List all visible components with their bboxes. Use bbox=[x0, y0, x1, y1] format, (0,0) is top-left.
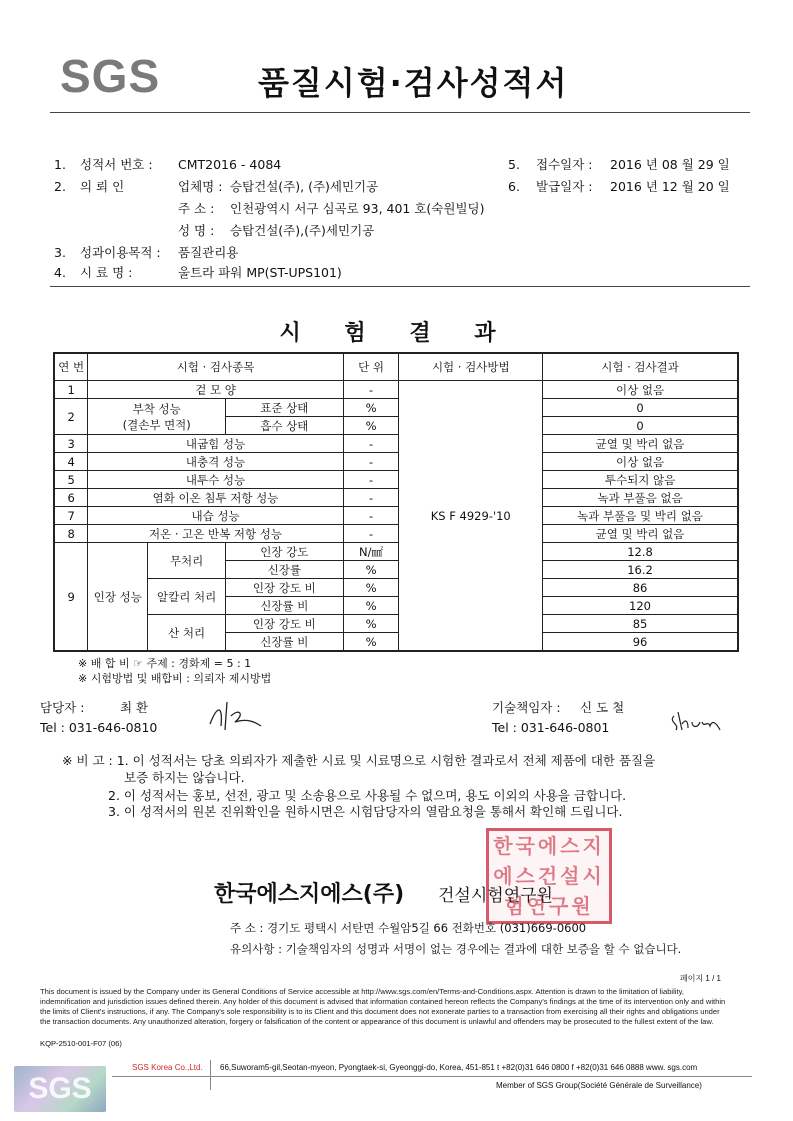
document-title: 품질시험·검사성적서 bbox=[258, 64, 569, 102]
table-row bbox=[54, 507, 738, 525]
footer-member: Member of SGS Group(Société Générale de Surveillance) bbox=[496, 1081, 702, 1090]
row-item: 겉 모 양 bbox=[88, 381, 343, 399]
row-no: 7 bbox=[54, 507, 88, 525]
header-result: 시험 · 검사결과 bbox=[543, 353, 738, 381]
row-unit: N/㎟ bbox=[343, 543, 399, 561]
row-item: 염화 이온 침투 저항 성능 bbox=[88, 489, 343, 507]
page-number: 페이지 1 / 1 bbox=[680, 974, 721, 983]
remark-1-cont: 보증 하지는 않습니다. bbox=[124, 770, 245, 785]
row-no: 5 bbox=[54, 471, 88, 489]
table-row bbox=[54, 615, 738, 633]
row-no: 1 bbox=[54, 381, 88, 399]
info-label-sample: 시 료 명 : bbox=[80, 265, 133, 280]
row-result: 이상 없음 bbox=[543, 381, 738, 399]
logo-text: SGS bbox=[60, 50, 161, 102]
table-row bbox=[54, 489, 738, 507]
remark-2: 2. 이 성적서는 홍보, 선전, 광고 및 소송용으로 사용될 수 없으며, 용도 이외의 사용을 금합니다. bbox=[108, 788, 627, 803]
table-row bbox=[54, 579, 738, 597]
remark-1: ※ 비 고 : 1. 이 성적서는 당초 의뢰자가 제출한 시료 및 시료명으로 시험한 결과로서 전체 제품에 대한 품질을 bbox=[62, 753, 656, 768]
company-name: 한국에스지에스(주) bbox=[214, 882, 405, 907]
table-row bbox=[54, 435, 738, 453]
row-no: 8 bbox=[54, 525, 88, 543]
row-subitem: 인장 강도 비 bbox=[226, 615, 344, 633]
row-item: 인장 성능 bbox=[88, 543, 148, 652]
row-item-line2: (결손부 면적) bbox=[122, 417, 191, 432]
footer-company: SGS Korea Co.,Ltd. bbox=[132, 1063, 203, 1072]
row-unit: % bbox=[343, 615, 399, 633]
mix-ratio-note: ※ 배 합 비 ☞ 주제 : 경화제 = 5 : 1 bbox=[78, 657, 252, 670]
company-seal bbox=[486, 828, 612, 924]
info-rule bbox=[50, 286, 750, 287]
table-header-row bbox=[54, 353, 738, 381]
row-result: 86 bbox=[543, 579, 738, 597]
row-result: 녹과 부풀음 없음 bbox=[543, 489, 738, 507]
row-unit: - bbox=[343, 453, 399, 471]
info-num-5: 5. bbox=[508, 157, 520, 172]
legal-fine-print: This document is issued by the Company under its General Conditions of Service accessible at http://www.sgs.com/en/Terms-and-Conditions.aspx. Attention is drawn to the limitation of liability, indemnification and jurisdiction issues defined therein. Any holder of this document is advised that information contained hereon reflects the Company's findings at the time of its intervention only and within the limits of Client's instructions, if any. The Company's sole responsibility is to its Client and this document does not exonerate parties to a transaction from exercising all their rights and obligations under the transaction documents. Any unauthorized alteration, forgery or falsification of the content or appearance of this document is unlawful and offenders may be prosecuted to the fullest extent of the law. bbox=[40, 987, 726, 1026]
header-method: 시험 · 검사방법 bbox=[399, 353, 543, 381]
row-result: 12.8 bbox=[543, 543, 738, 561]
seal-text: 한국에스지에스건설시험연구원 bbox=[493, 834, 605, 918]
row-result: 투수되지 않음 bbox=[543, 471, 738, 489]
row-group: 산 처리 bbox=[148, 615, 226, 652]
tester-signature bbox=[205, 696, 265, 736]
header-item: 시험 · 검사종목 bbox=[88, 353, 343, 381]
row-unit: - bbox=[343, 525, 399, 543]
sgs-hologram bbox=[14, 1066, 106, 1112]
row-subitem: 표준 상태 bbox=[226, 399, 344, 417]
info-label-report-no: 성적서 번호 : bbox=[80, 157, 153, 172]
row-result: 균열 및 박리 없음 bbox=[543, 525, 738, 543]
method-note: ※ 시험방법 및 배합비 : 의뢰자 제시방법 bbox=[78, 672, 272, 685]
table-row bbox=[54, 453, 738, 471]
row-unit: % bbox=[343, 597, 399, 615]
row-subitem: 신장률 비 bbox=[226, 633, 344, 652]
row-subitem: 신장률 bbox=[226, 561, 344, 579]
info-num-1: 1. bbox=[54, 157, 66, 172]
row-subitem: 인장 강도 bbox=[226, 543, 344, 561]
row-unit: - bbox=[343, 471, 399, 489]
row-group: 무처리 bbox=[148, 543, 226, 579]
footer-address: 66,Suworam5-gil,Seotan-myeon, Pyongtaek-si, Gyeonggi-do, Korea, 451-851 t +82(0)31 646 0800 f +82(0)31 646 0888 www. sgs.com bbox=[220, 1063, 698, 1072]
table-row bbox=[54, 525, 738, 543]
header-no: 연 번 bbox=[54, 353, 88, 381]
row-item: 내투수 성능 bbox=[88, 471, 343, 489]
row-item: 내습 성능 bbox=[88, 507, 343, 525]
row-unit: - bbox=[343, 435, 399, 453]
sgs-logo bbox=[60, 48, 161, 104]
row-result: 균열 및 박리 없음 bbox=[543, 435, 738, 453]
info-block bbox=[54, 154, 754, 284]
results-table bbox=[53, 352, 739, 652]
row-result: 120 bbox=[543, 597, 738, 615]
table-row bbox=[54, 471, 738, 489]
info-value-company: 승탑건설(주), (주)세민기공 bbox=[230, 179, 379, 194]
row-no: 2 bbox=[54, 399, 88, 435]
remark-3: 3. 이 성적서의 원본 진위확인을 원하시면은 시험담당자의 열람요청을 통해서 확인해 드립니다. bbox=[108, 804, 623, 819]
row-item: 내굽힘 성능 bbox=[88, 435, 343, 453]
results-title: 시 험 결 과 bbox=[279, 321, 514, 346]
info-value-report-no: CMT2016 - 4084 bbox=[178, 157, 282, 172]
tech-manager-name: 신 도 철 bbox=[580, 700, 625, 715]
tech-manager-role: 기술책임자 : bbox=[492, 700, 561, 715]
row-item bbox=[88, 399, 226, 435]
info-sublabel-company: 업체명 : bbox=[178, 179, 223, 194]
info-value-issued: 2016 년 12 월 20 일 bbox=[610, 179, 730, 194]
footer-separator bbox=[210, 1060, 211, 1090]
row-unit: % bbox=[343, 417, 399, 435]
info-num-3: 3. bbox=[54, 245, 66, 260]
row-unit: % bbox=[343, 633, 399, 652]
row-no: 3 bbox=[54, 435, 88, 453]
table-row bbox=[54, 381, 738, 399]
row-result: 0 bbox=[543, 399, 738, 417]
row-item: 내충격 성능 bbox=[88, 453, 343, 471]
info-value-purpose: 품질관리용 bbox=[178, 245, 239, 260]
row-group: 알칼리 처리 bbox=[148, 579, 226, 615]
info-label-received: 접수일자 : bbox=[536, 157, 593, 172]
table-row bbox=[54, 543, 738, 561]
info-num-4: 4. bbox=[54, 265, 66, 280]
caution-note: 유의사항 : 기술책임자의 성명과 서명이 없는 경우에는 결과에 대한 보증을 할 수 없습니다. bbox=[230, 942, 682, 956]
form-code: KQP-2510-001-F07 (06) bbox=[40, 1039, 122, 1048]
row-result: 녹과 부풀음 및 박리 없음 bbox=[543, 507, 738, 525]
row-unit: - bbox=[343, 489, 399, 507]
tester-name: 최 환 bbox=[120, 700, 149, 715]
row-no: 6 bbox=[54, 489, 88, 507]
info-label-purpose: 성과이용목적 : bbox=[80, 245, 161, 260]
info-value-address: 인천광역시 서구 심곡로 93, 401 호(숙원빌딩) bbox=[230, 201, 485, 216]
row-unit: % bbox=[343, 579, 399, 597]
header-rule bbox=[50, 112, 750, 113]
header-unit: 단 위 bbox=[343, 353, 399, 381]
row-result: 85 bbox=[543, 615, 738, 633]
row-unit: % bbox=[343, 561, 399, 579]
tech-manager-tel: Tel : 031-646-0801 bbox=[492, 720, 610, 735]
info-value-received: 2016 년 08 월 29 일 bbox=[610, 157, 730, 172]
info-value-sample: 울트라 파워 MP(ST-UPS101) bbox=[178, 265, 342, 280]
row-item: 저온 · 고온 반복 저항 성능 bbox=[88, 525, 343, 543]
row-result: 0 bbox=[543, 417, 738, 435]
row-subitem: 신장률 비 bbox=[226, 597, 344, 615]
row-subitem: 흡수 상태 bbox=[226, 417, 344, 435]
row-unit: % bbox=[343, 399, 399, 417]
info-value-name: 승탑건설(주),(주)세민기공 bbox=[230, 223, 375, 238]
row-result: 이상 없음 bbox=[543, 453, 738, 471]
row-item-line1: 부착 성능 bbox=[132, 401, 181, 416]
table-row bbox=[54, 399, 738, 417]
row-subitem: 인장 강도 비 bbox=[226, 579, 344, 597]
info-label-client: 의 뢰 인 bbox=[80, 179, 125, 194]
company-dept: 건설시험연구원 bbox=[438, 886, 553, 906]
info-sublabel-address: 주 소 : bbox=[178, 201, 215, 216]
row-result: 16.2 bbox=[543, 561, 738, 579]
method-cell: KS F 4929-'10 bbox=[399, 381, 543, 652]
hologram-text: SGS bbox=[28, 1072, 92, 1105]
row-no: 4 bbox=[54, 453, 88, 471]
row-unit: - bbox=[343, 381, 399, 399]
tech-manager-signature bbox=[668, 708, 728, 736]
info-num-6: 6. bbox=[508, 179, 520, 194]
company-address: 주 소 : 경기도 평택시 서탄면 수월암5길 66 전화번호 (031)669-0600 bbox=[230, 921, 587, 935]
info-sublabel-name: 성 명 : bbox=[178, 223, 215, 238]
row-no: 9 bbox=[54, 543, 88, 652]
info-label-issued: 발급일자 : bbox=[536, 179, 593, 194]
info-num-2: 2. bbox=[54, 179, 66, 194]
row-result: 96 bbox=[543, 633, 738, 652]
tester-tel: Tel : 031-646-0810 bbox=[40, 720, 158, 735]
row-unit: - bbox=[343, 507, 399, 525]
tester-role: 담당자 : bbox=[40, 700, 85, 715]
footer-rule bbox=[112, 1076, 752, 1077]
